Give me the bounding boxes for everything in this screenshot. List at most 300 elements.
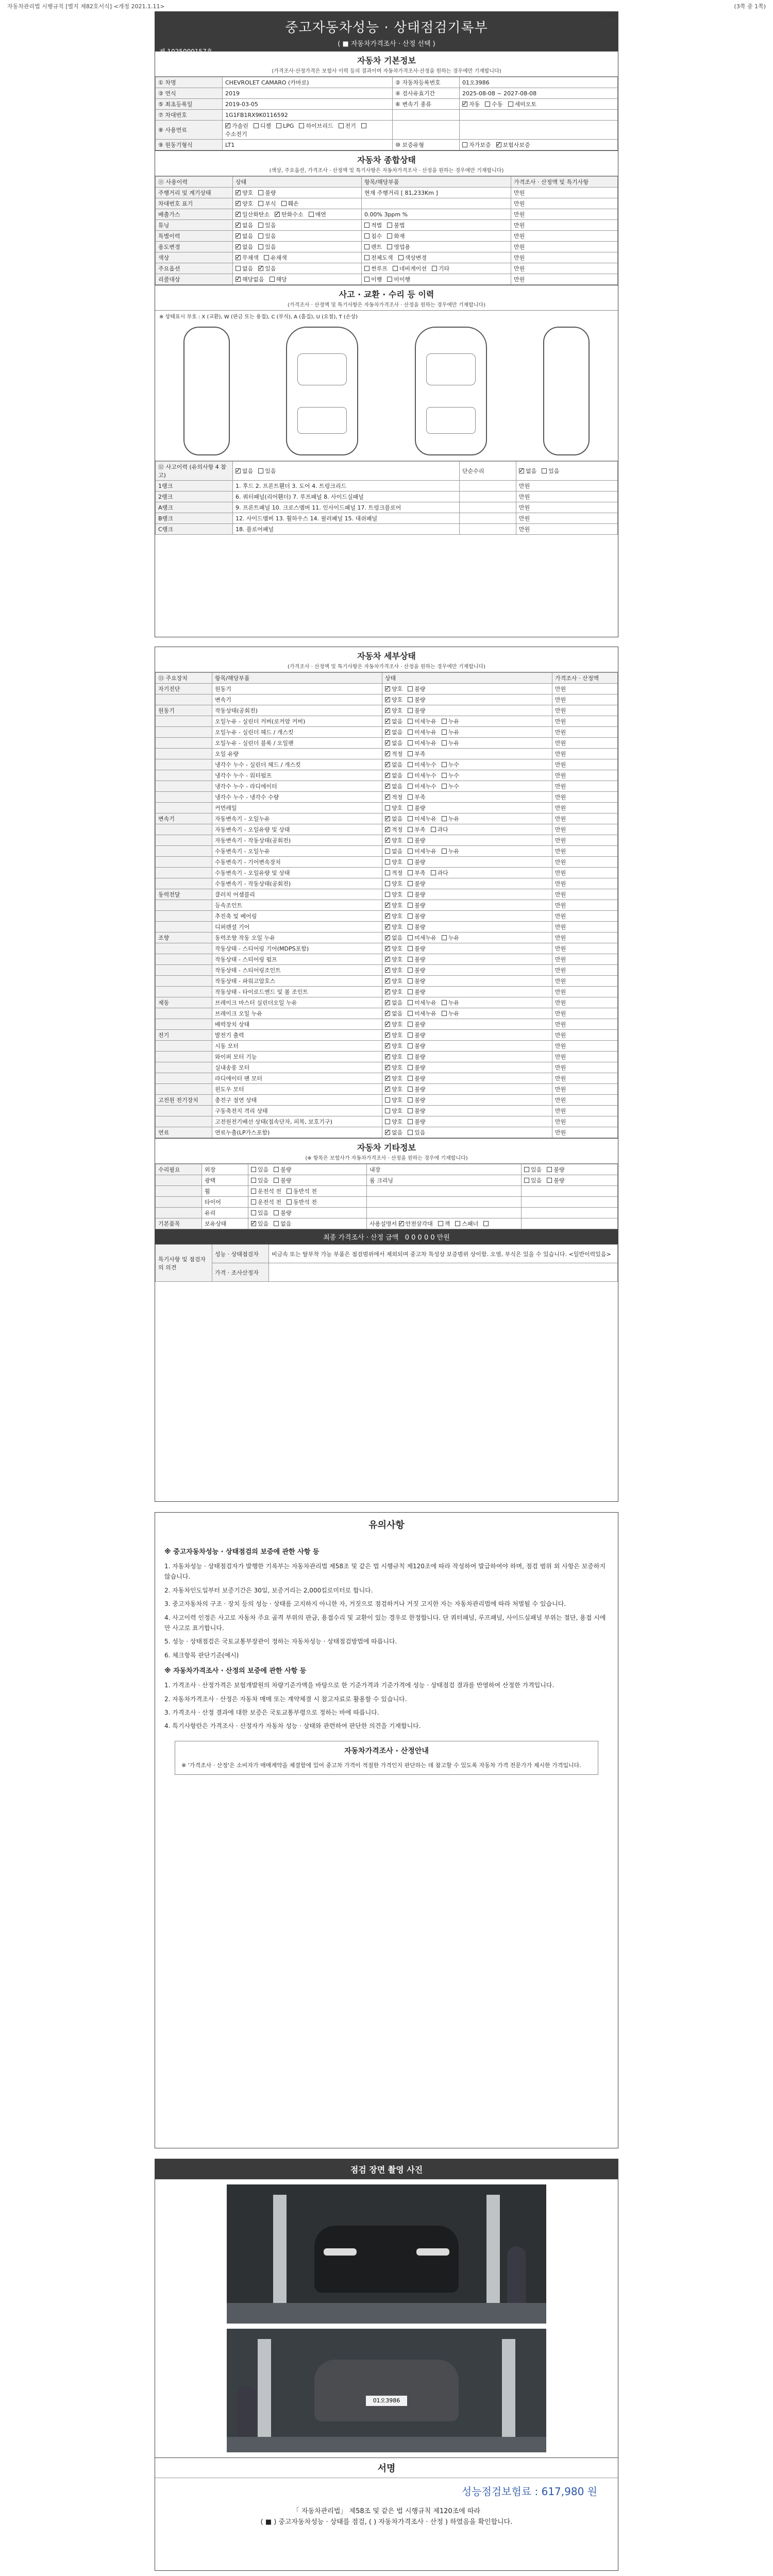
table-cell: 만원 <box>552 716 618 727</box>
table-cell <box>382 1030 552 1041</box>
checkbox-icon <box>258 244 263 249</box>
detail-status-row <box>156 933 618 943</box>
table-cell <box>382 716 552 727</box>
checkbox-icon <box>385 686 390 691</box>
table-cell: 실내송풍 모터 <box>212 1062 382 1073</box>
row-label: 2랭크 <box>156 492 233 502</box>
detail-status-row <box>156 1073 618 1084</box>
detail-status-row <box>156 997 618 1008</box>
table-cell: 2025-08-08 ~ 2027-08-08 <box>460 88 618 99</box>
checkbox-icon <box>364 277 369 282</box>
checkbox-icon <box>385 730 390 735</box>
row-label <box>156 1208 202 1218</box>
detail-status-row <box>156 824 618 835</box>
appraisal-guide-box <box>175 1741 598 1775</box>
table-cell: 배력장치 상태 <box>212 1019 382 1030</box>
row-label <box>156 770 212 781</box>
table-cell: 추진축 및 베어링 <box>212 911 382 922</box>
option-label: 양호 <box>392 978 403 985</box>
table-cell <box>382 1073 552 1084</box>
detail-status-row <box>156 954 618 965</box>
signature-title: 서명 <box>155 2458 618 2478</box>
table-cell: 만원 <box>552 792 618 803</box>
checkbox-icon <box>385 740 390 745</box>
insurance-fee-value: 617,980 원 <box>541 2485 597 2498</box>
table-cell: 자동변속기 - 오일누유 <box>212 814 382 824</box>
car-front-shape <box>314 2226 459 2293</box>
checkbox-icon <box>236 201 241 206</box>
table-cell <box>248 1197 367 1208</box>
option-label: 양호 <box>392 1075 403 1082</box>
checkbox-icon <box>274 1167 279 1172</box>
option-label: 있음 <box>265 222 276 229</box>
checkbox-icon <box>442 1011 447 1016</box>
table-cell: 9. 프론트패널 10. 크로스멤버 11. 인사이드패널 17. 트렁크플로어 <box>233 502 460 513</box>
row-label <box>156 911 212 922</box>
checkbox-icon <box>385 827 390 832</box>
page-2 <box>155 647 618 1502</box>
option-label: 해당없음 <box>242 276 264 283</box>
table-cell <box>233 220 362 231</box>
checkbox-icon <box>385 968 390 973</box>
checkbox-icon <box>287 1199 292 1205</box>
option-label: 양호 <box>392 1097 403 1104</box>
notice-item: 4. 특기사항란은 가격조사 · 산정자가 자동차 성능 · 상태와 관련하여 판단한 의견을 기재합니다. <box>164 1722 421 1730</box>
accident-history-row <box>156 492 618 502</box>
option-label: 누수 <box>448 783 460 790</box>
option-label: 있음 <box>531 1166 542 1173</box>
table-cell: 만원 <box>552 987 618 997</box>
table-cell <box>382 759 552 770</box>
appraisal-guide-text: ※ '가격조사 · 산정'은 소비자가 매매계약을 체결함에 있어 중고차 가격이 적절한 가격인지 판단하는 데 참고할 수 있도록 자동차 가격 전문가가 제시한 가격입니다. <box>181 1761 581 1769</box>
table-cell <box>382 1106 552 1116</box>
table-cell: 연료누출(LP가스포함) <box>212 1127 382 1138</box>
checkbox-icon <box>274 1210 279 1215</box>
table-cell: 만원 <box>552 933 618 943</box>
option-label: 미세누유 <box>414 816 436 822</box>
confirmation-line-1: 「 자동차관리법」 제58조 및 같은 법 시행규칙 제120조에 따라 <box>292 2507 481 2515</box>
table-cell <box>382 1062 552 1073</box>
table-cell <box>233 209 362 220</box>
checkbox-icon <box>385 1130 390 1135</box>
lift-post-left <box>273 2195 287 2313</box>
table-cell <box>382 684 552 694</box>
option-label: 양호 <box>392 859 403 866</box>
option-label: 있음 <box>258 1221 269 1227</box>
detail-status-row <box>156 749 618 759</box>
option-label: 있음 <box>258 1210 269 1216</box>
checkbox-icon <box>385 913 390 919</box>
checkbox-icon <box>408 1119 413 1124</box>
option-label: 양호 <box>392 924 403 930</box>
checkbox-icon <box>281 201 287 206</box>
column-header: 상태 <box>382 673 552 684</box>
checkbox-icon <box>408 913 413 919</box>
detail-status-row <box>156 943 618 954</box>
checkbox-icon <box>385 1043 390 1048</box>
checkbox-icon <box>309 212 314 217</box>
checkbox-icon <box>442 719 447 724</box>
row-label: ⑨ 원동기형식 <box>156 140 223 150</box>
checkbox-icon <box>408 1065 413 1070</box>
table-cell <box>248 1175 367 1186</box>
checkbox-icon <box>508 101 513 107</box>
checkbox-icon <box>258 190 263 195</box>
checkbox-icon <box>408 719 413 724</box>
table-cell: 만원 <box>552 1052 618 1062</box>
row-label <box>156 1062 212 1073</box>
option-label: 적정 <box>392 794 403 801</box>
table-cell: 만원 <box>516 502 618 513</box>
table-cell: 작동상태 - 스티어링 펌프 <box>212 954 382 965</box>
table-cell: 오일누유 - 실린더 헤드 / 개스킷 <box>212 727 382 738</box>
inspector-label: 성능 · 상태점검자 <box>212 1245 269 1263</box>
row-label <box>156 1041 212 1052</box>
option-label: 없음 <box>392 729 403 736</box>
table-cell: 윈도우 모터 <box>212 1084 382 1095</box>
table-cell: 만원 <box>552 889 618 900</box>
option-label: 매연 <box>315 211 326 218</box>
table-cell: 작동상태 - 스티어링 기어(MDPS포함) <box>212 943 382 954</box>
option-label: 부족 <box>414 826 426 833</box>
option-label: 있음 <box>414 1129 426 1136</box>
checkbox-icon <box>236 233 241 239</box>
option-label: 수소전기 <box>225 131 247 138</box>
checkbox-icon <box>275 212 280 217</box>
table-cell: 냉각수 누수 - 워터펌프 <box>212 770 382 781</box>
row-label: ⑧ 사용연료 <box>156 121 223 140</box>
checkbox-icon <box>485 101 490 107</box>
column-header: 상태 <box>233 177 362 188</box>
row-label <box>156 976 212 987</box>
option-label: 미세누유 <box>414 999 436 1006</box>
table-cell: 냉각수 누수 - 냉각수 수량 <box>212 792 382 803</box>
checkbox-icon <box>442 935 447 940</box>
detail-status-row <box>156 911 618 922</box>
notice-item: 6. 체크항목 판단기준(예시) <box>164 1651 239 1659</box>
checkbox-icon <box>438 1221 443 1226</box>
insurance-fee-label: 성능점검보험료 : <box>461 2485 539 2498</box>
notice-item: 2. 자동차인도일부터 보증기간은 30일, 보증거리는 2,000킬로미터로 합니다. <box>164 1586 373 1594</box>
option-label: 양호 <box>392 837 403 844</box>
option-label: 불량 <box>414 924 426 930</box>
lift-post-rear-left <box>258 2339 271 2442</box>
table-cell: 만원 <box>511 242 618 252</box>
option-label: 누유 <box>448 718 460 725</box>
table-cell <box>382 824 552 835</box>
checkbox-icon <box>442 773 447 778</box>
checkbox-icon <box>364 233 369 239</box>
table-cell: 01오3986 <box>460 77 618 88</box>
checkbox-icon <box>408 1000 413 1005</box>
table-cell: 자동변속기 - 작동상태(공회전) <box>212 835 382 846</box>
option-label: 불량 <box>414 837 426 844</box>
row-label <box>156 900 212 911</box>
row-label <box>156 878 212 889</box>
table-cell: 작동상태 - 파워고압호스 <box>212 976 382 987</box>
page-3 <box>155 1512 618 2148</box>
table-cell <box>382 997 552 1008</box>
option-label: 네비게이션 <box>399 265 427 272</box>
checkbox-icon <box>542 468 547 473</box>
table-cell <box>382 1019 552 1030</box>
table-cell <box>460 513 516 524</box>
table-cell: 만원 <box>552 857 618 868</box>
general-status-row <box>156 209 618 220</box>
other-info-row <box>156 1164 618 1175</box>
column-header: 가격조사 · 산정액 <box>552 673 618 684</box>
checkbox-icon <box>408 924 413 929</box>
checkbox-icon <box>385 1087 390 1092</box>
option-label: 불량 <box>414 1054 426 1060</box>
report-header <box>155 12 618 55</box>
checkbox-icon <box>408 989 413 994</box>
checkbox-icon <box>236 468 241 473</box>
table-cell: 유리 <box>202 1208 248 1218</box>
option-label: 불량 <box>414 1075 426 1082</box>
checkbox-icon <box>339 123 344 128</box>
checkbox-icon <box>385 697 390 702</box>
option-label: 누유 <box>448 1010 460 1017</box>
option-label: 양호 <box>392 945 403 952</box>
option-label: 미세누유 <box>414 729 436 736</box>
row-label <box>156 1197 202 1208</box>
option-label: 없음 <box>526 468 537 474</box>
row-label <box>156 1186 202 1197</box>
detail-status-row <box>156 900 618 911</box>
option-label: 수동 <box>492 101 503 108</box>
option-label: 있음 <box>258 1177 269 1184</box>
option-label: 불법 <box>394 222 405 229</box>
checkbox-icon <box>251 1199 256 1205</box>
detail-status-row <box>156 716 618 727</box>
option-label: 불량 <box>414 697 426 703</box>
notice-item: 1. 자동차성능 · 상태점검자가 발행한 기록부는 자동차관리법 제58조 및 같은 법 시행규칙 제120조에 따라 작성하여 발급하여야 하며, 점검 범위 외 사항은 보증하지 않습니다. <box>164 1563 606 1581</box>
table-cell <box>248 1218 367 1229</box>
table-cell: 수동변속기 - 오일누유 <box>212 846 382 857</box>
row-label <box>156 1073 212 1084</box>
option-label: 부족 <box>414 751 426 757</box>
option-label: 없음 <box>242 468 254 474</box>
general-status-row <box>156 252 618 263</box>
checkbox-icon <box>251 1221 256 1226</box>
table-cell: 만원 <box>552 965 618 976</box>
option-label: 없음 <box>392 740 403 747</box>
table-cell: 광택 <box>202 1175 248 1186</box>
checkbox-icon <box>276 123 281 128</box>
checkbox-icon <box>385 946 390 951</box>
table-cell: 와이퍼 모터 기능 <box>212 1052 382 1062</box>
table-cell: 수동변속기 - 오일유량 및 상태 <box>212 868 382 878</box>
row-label <box>156 835 212 846</box>
option-label: 적정 <box>392 751 403 757</box>
detail-status-title: 자동차 세부상태 <box>357 651 416 661</box>
table-cell: 만원 <box>552 770 618 781</box>
table-cell <box>382 814 552 824</box>
license-plate: 01오3986 <box>366 2396 407 2406</box>
checkbox-icon <box>361 123 366 128</box>
table-cell <box>362 252 511 263</box>
accident-legend: ※ 상태표시 부호 : X (교환), W (판금 또는 용접), C (부식), A (흠집), U (요철), T (손상) <box>159 314 358 320</box>
detail-status-row <box>156 803 618 814</box>
option-label: 양호 <box>392 697 403 703</box>
checkbox-icon <box>442 762 447 767</box>
table-cell: 변속기 <box>212 694 382 705</box>
row-label: A랭크 <box>156 502 233 513</box>
checkbox-icon <box>408 827 413 832</box>
row-label: 원동기 <box>156 705 212 716</box>
row-label <box>156 824 212 835</box>
row-label <box>156 738 212 749</box>
checkbox-icon <box>442 816 447 821</box>
table-cell <box>362 231 511 242</box>
headlight-right <box>416 2248 449 2256</box>
checkbox-icon <box>408 762 413 767</box>
checkbox-icon <box>274 1221 279 1226</box>
table-cell <box>248 1186 367 1197</box>
table-cell: 만원 <box>511 188 618 198</box>
checkbox-icon <box>299 123 304 128</box>
detail-status-note: (가격조사 · 산정액 및 특기사항은 자동차가격조사 · 산정을 원하는 경우에만 기재합니다) <box>155 662 618 672</box>
option-label: 동반석 전 <box>293 1199 317 1206</box>
table-cell <box>367 1197 522 1208</box>
vehicle-frame-outline <box>415 327 487 455</box>
checkbox-icon <box>431 870 436 875</box>
detail-status-row <box>156 705 618 716</box>
table-cell <box>382 770 552 781</box>
option-label: 하이브리드 <box>306 123 333 129</box>
row-label: 자기진단 <box>156 684 212 694</box>
row-label: 리콜대상 <box>156 274 233 285</box>
checkbox-icon <box>385 849 390 854</box>
checkbox-icon <box>462 142 467 147</box>
row-label: 동력전달 <box>156 889 212 900</box>
option-label: 색상변경 <box>405 255 427 261</box>
option-label: 자가보증 <box>469 142 491 148</box>
option-label: 있음 <box>265 233 276 240</box>
option-label: 양호 <box>392 1064 403 1071</box>
checkbox-icon <box>524 1178 529 1183</box>
option-label: 부족 <box>414 794 426 801</box>
checkbox-icon <box>408 1032 413 1038</box>
option-label: 없음 <box>392 816 403 822</box>
checkbox-icon <box>408 816 413 821</box>
row-label: 기본품목 <box>156 1218 202 1229</box>
row-label <box>156 759 212 770</box>
option-label: 미세누유 <box>414 848 436 855</box>
option-label: 없음 <box>242 265 254 272</box>
table-cell: 만원 <box>552 1073 618 1084</box>
checkbox-icon <box>236 212 241 217</box>
workshop-floor-rear <box>227 2437 546 2452</box>
table-cell <box>362 220 511 231</box>
other-info-table <box>155 1164 618 1229</box>
notice-title: 유의사항 <box>368 1520 405 1531</box>
table-cell <box>248 1164 367 1175</box>
other-info-row <box>156 1218 618 1229</box>
option-label: 부족 <box>414 870 426 876</box>
checkbox-icon <box>393 266 398 271</box>
row-label: 변속기 <box>156 814 212 824</box>
table-cell <box>382 965 552 976</box>
table-cell: 만원 <box>552 1019 618 1030</box>
checkbox-icon <box>387 223 392 228</box>
detail-status-row <box>156 1106 618 1116</box>
checkbox-icon <box>408 881 413 886</box>
basic-info-row <box>156 77 618 88</box>
option-label: 불량 <box>414 956 426 963</box>
checkbox-icon <box>408 751 413 756</box>
table-cell: 만원 <box>552 1030 618 1041</box>
option-label: 세미오토 <box>514 101 537 108</box>
checkbox-icon <box>385 935 390 940</box>
checkbox-icon <box>399 1221 404 1226</box>
option-label: 불량 <box>414 686 426 692</box>
checkbox-icon <box>236 223 241 228</box>
row-label: ③ 연식 <box>156 88 223 99</box>
option-label: 양호 <box>242 200 254 207</box>
accident-history-row <box>156 513 618 524</box>
row-label: 수리필요 <box>156 1164 202 1175</box>
table-cell: 수동변속기 - 작동상태(공회전) <box>212 878 382 889</box>
checkbox-icon <box>519 468 524 473</box>
option-label: 없음 <box>392 999 403 1006</box>
option-label: 전체도색 <box>371 255 393 261</box>
checkbox-icon <box>408 1054 413 1059</box>
checkbox-icon <box>385 1108 390 1113</box>
option-label: 없음 <box>392 1129 403 1136</box>
table-cell <box>233 242 362 252</box>
special-notes-table <box>155 1244 618 1282</box>
insurance-fee <box>155 2478 618 2503</box>
checkbox-icon <box>385 892 390 897</box>
option-label: 있음 <box>548 468 560 474</box>
table-cell: 만원 <box>552 943 618 954</box>
column-header: ⑬ 주요장치 <box>156 673 212 684</box>
option-label: 없음 <box>280 1221 292 1227</box>
table-cell: ⑩ 보증유형 <box>393 140 460 150</box>
option-label: 불량 <box>265 190 276 196</box>
page-corner: (1쪽) <box>602 14 615 20</box>
table-cell <box>382 976 552 987</box>
option-label: 불량 <box>414 1021 426 1028</box>
checkbox-icon <box>408 946 413 951</box>
option-label: 운전석 전 <box>258 1188 282 1195</box>
table-cell <box>460 492 516 502</box>
table-cell <box>382 749 552 759</box>
row-label: 연료 <box>156 1127 212 1138</box>
table-cell <box>382 781 552 792</box>
row-label <box>156 1084 212 1095</box>
row-label <box>156 1175 202 1186</box>
table-cell: 충전구 절연 상태 <box>212 1095 382 1106</box>
checkbox-icon <box>251 1189 256 1194</box>
car-rear-shape <box>314 2360 459 2421</box>
row-label: 배출가스 <box>156 209 233 220</box>
checkbox-icon <box>408 1011 413 1016</box>
option-label: 미이행 <box>394 276 411 283</box>
table-cell: 만원 <box>552 824 618 835</box>
row-label <box>156 803 212 814</box>
detail-status-row <box>156 857 618 868</box>
option-label: 해당 <box>276 276 287 283</box>
table-cell: 보유상태 <box>202 1218 248 1229</box>
table-cell <box>367 1208 522 1218</box>
checkbox-icon <box>408 1022 413 1027</box>
option-label: 없음 <box>242 222 254 229</box>
table-cell: 1G1FB1RX9K0116592 <box>223 110 393 121</box>
option-label: 누유 <box>448 999 460 1006</box>
